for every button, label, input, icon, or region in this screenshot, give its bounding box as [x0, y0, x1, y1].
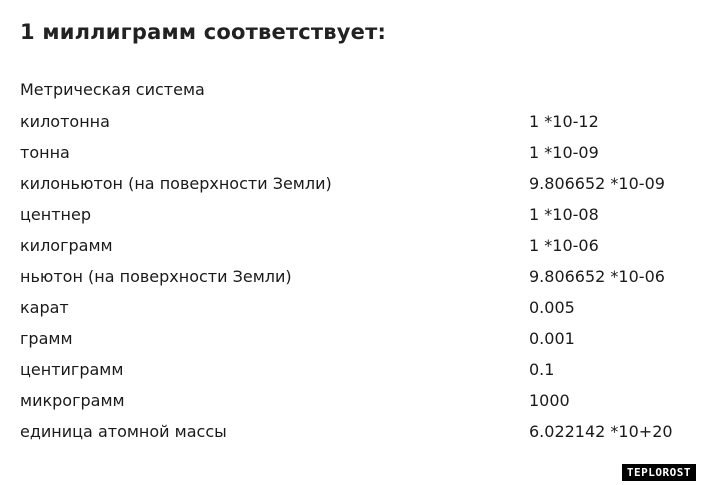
- unit-name: центиграмм: [20, 360, 124, 379]
- unit-value: 1 *10-12: [529, 112, 599, 131]
- unit-name: килоньютон (на поверхности Земли): [20, 174, 332, 193]
- unit-name: тонна: [20, 143, 70, 162]
- table-row: [20, 173, 680, 204]
- unit-name: килограмм: [20, 236, 113, 255]
- table-row: [20, 328, 680, 359]
- page-title: 1 миллиграмм соответствует:: [20, 20, 387, 44]
- table-row: [20, 390, 680, 421]
- unit-value: 1 *10-09: [529, 143, 599, 162]
- unit-value: 1 *10-06: [529, 236, 599, 255]
- unit-name: карат: [20, 298, 69, 317]
- table-row: [20, 421, 680, 452]
- unit-value: 9.806652 *10-09: [529, 174, 665, 193]
- table-row: [20, 359, 680, 390]
- table-row: [20, 266, 680, 297]
- unit-name: микрограмм: [20, 391, 125, 410]
- unit-value: 1 *10-08: [529, 205, 599, 224]
- unit-value: 1000: [529, 391, 570, 410]
- unit-name: центнер: [20, 205, 91, 224]
- watermark-logo: TEPLOROST: [622, 464, 696, 481]
- unit-value: 0.001: [529, 329, 575, 348]
- table-row: [20, 297, 680, 328]
- section-label: Метрическая система: [20, 80, 205, 99]
- table-row: [20, 204, 680, 235]
- unit-name: грамм: [20, 329, 73, 348]
- unit-value: 0.005: [529, 298, 575, 317]
- unit-value: 9.806652 *10-06: [529, 267, 665, 286]
- unit-name: ньютон (на поверхности Земли): [20, 267, 292, 286]
- unit-value: 6.022142 *10+20: [529, 422, 673, 441]
- table-row: [20, 111, 680, 142]
- unit-name: единица атомной массы: [20, 422, 227, 441]
- table-row: [20, 235, 680, 266]
- table-row: [20, 142, 680, 173]
- conversion-table: [20, 111, 680, 452]
- unit-name: килотонна: [20, 112, 110, 131]
- unit-value: 0.1: [529, 360, 555, 379]
